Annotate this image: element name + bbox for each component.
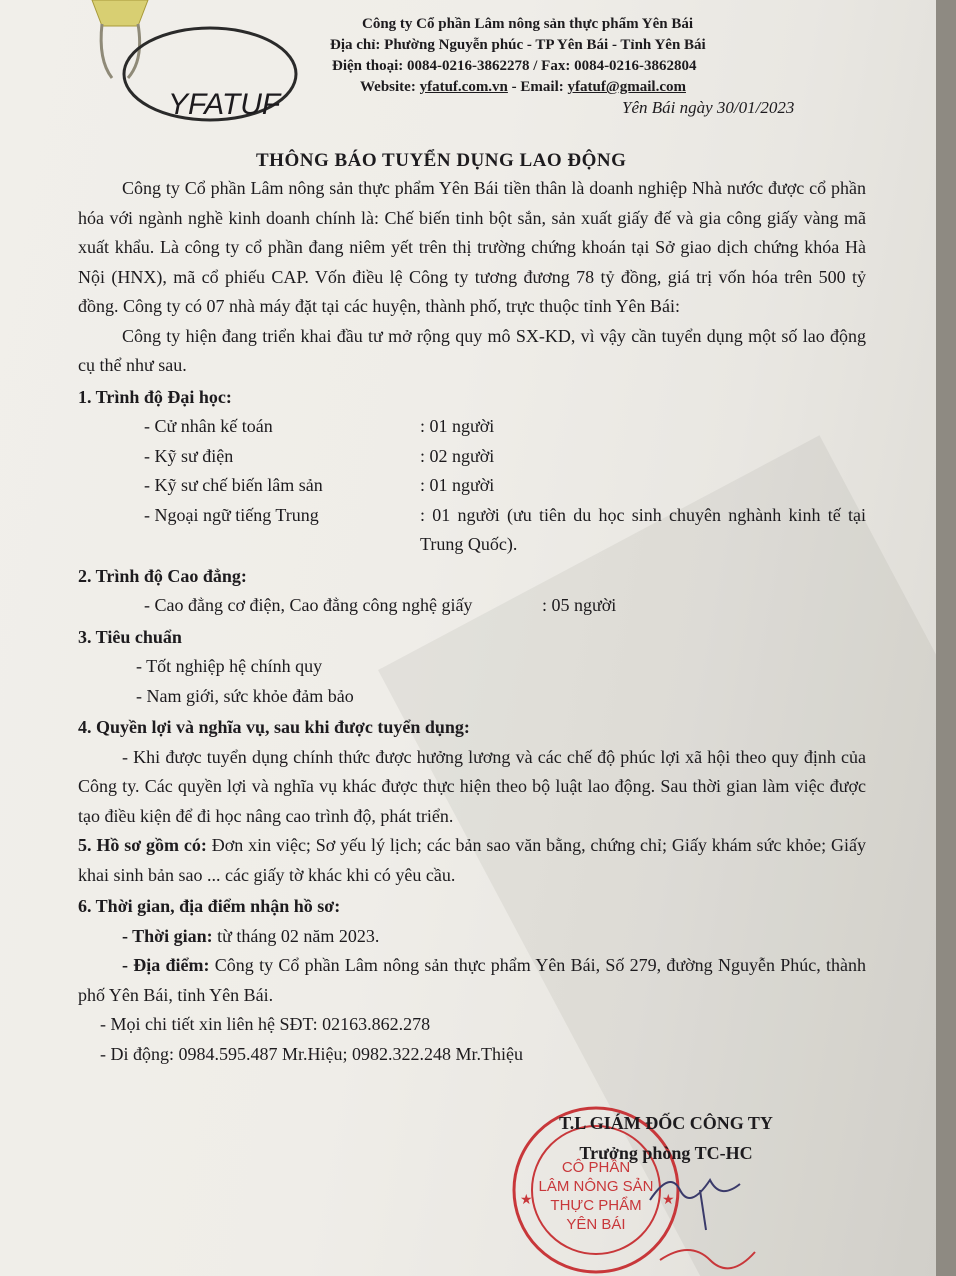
contact-mobile: - Di động: 0984.595.487 Mr.Hiệu; 0982.322.248 Mr.Thiệu [100,1043,523,1064]
svg-text:★: ★ [520,1193,533,1208]
place-value: Công ty Cổ phần Lâm nông sản thực phẩm Yên Bái, Số 279, đường Nguyễn Phúc, thành phố Yên Bái, tỉnh Yên Bái. [78,955,866,1005]
seal-line: YÊN BÁI [566,1216,626,1233]
company-web-email [330,77,890,98]
time-value: từ tháng 02 năm 2023. [212,925,380,946]
position-count: : 05 người [542,595,617,615]
seal-line: THỰC PHẨM [550,1197,642,1214]
section-4-heading: 4. Quyền lợi và nghĩa vụ, sau khi được tuyển dụng: [78,717,470,737]
section-6-heading: 6. Thời gian, địa điểm nhận hồ sơ: [78,896,341,916]
list-item [78,442,866,472]
position-count: : 01 người [420,475,495,495]
position-label: - Cử nhân kế toán [144,416,273,436]
position-label: - Kỹ sư chế biến lâm sản [144,475,323,495]
website-label: Website: [360,79,420,95]
list-item: - Tốt nghiệp hệ chính quy [136,656,323,676]
seal-line: LÂM NÔNG SẢN [538,1178,654,1195]
signature-title: T.L GIÁM ĐỐC CÔNG TY [559,1113,773,1133]
document-title: THÔNG BÁO TUYỂN DỤNG LAO ĐỘNG [256,150,627,171]
website-link[interactable]: yfatuf.com.vn [419,79,508,95]
email-label: - Email: [507,79,568,95]
place-label: - Địa điểm: [122,955,210,975]
contact-phone: - Mọi chi tiết xin liên hệ SĐT: 02163.862.278 [100,1014,431,1034]
intro-paragraph-2: Công ty hiện đang triển khai đầu tư mở rộng quy mô SX-KD, vì vậy cần tuyển dụng một số lao động cụ thể như sau. [78,325,866,375]
list-item: - Nam giới, sức khỏe đảm bảo [136,685,354,706]
section-3-heading: 3. Tiêu chuẩn [78,626,182,647]
position-label: - Ngoại ngữ tiếng Trung [144,504,319,525]
position-label: - Kỹ sư điện [144,445,234,466]
seal-line: CÔ PHẦN [561,1159,631,1176]
letterhead [330,14,890,98]
list-item [78,591,866,621]
section-5 [78,831,866,890]
section-6-place [78,951,866,1010]
time-label: - Thời gian: [122,925,213,946]
intro-paragraph: Công ty Cổ phần Lâm nông sản thực phẩm Yên Bái tiền thân là doanh nghiệp Nhà nước được cổ phần hóa với ngành nghề kinh doanh chính là: Chế biến tinh bột sắn, sản xuất giấy đế và gia công giấy vàng mã xuất khẩu. Là công ty cổ phần đang niêm yết trên thị trường chứng khoán tại Sở giao dịch chứng khóa Hà Nội (HNX), mã cổ phiếu CAP. Vốn điều lệ Công ty tương đương 78 tỷ đồng, giá trị vốn hóa trên 500 tỷ đồng. Công ty có 07 nhà máy đặt tại các huyện, thành phố, trực thuộc tỉnh Yên Bái: [78,178,866,316]
signature-block [536,1108,796,1168]
section-6-time [78,922,866,952]
logo-text: YFATUF [168,88,281,121]
document-body [78,174,866,1069]
document-date: Yên Bái ngày 30/01/2023 [622,98,795,117]
signature-position: Trưởng phòng TC-HC [579,1143,753,1163]
company-address: Địa chỉ: Phường Nguyễn phúc - TP Yên Bái - Tỉnh Yên Bái [330,37,706,53]
list-item [78,471,866,501]
list-item [78,501,866,560]
position-count: : 02 người [420,445,495,466]
company-logo-icon [120,14,302,124]
svg-text:★: ★ [662,1193,675,1208]
company-phone-fax: Điện thoại: 0084-0216-3862278 / Fax: 0084-0216-3862804 [332,58,697,74]
handwritten-signature-icon [640,1160,760,1270]
section-5-text: Đơn xin việc; Sơ yếu lý lịch; các bản sao văn bằng, chứng chỉ; Giấy khám sức khỏe; Giấy khai sinh bản sao ... các giấy tờ khác khi có yêu cầu. [78,835,866,885]
email-link[interactable]: yfatuf@gmail.com [567,79,686,95]
position-label: - Cao đẳng cơ điện, Cao đẳng công nghệ giấy [144,595,473,615]
position-count: : 01 người [420,416,495,436]
list-item [78,412,866,442]
section-1-heading: 1. Trình độ Đại học: [78,386,232,407]
company-name: Công ty Cổ phần Lâm nông sản thực phẩm Yên Bái [362,16,694,32]
section-2-heading: 2. Trình độ Cao đẳng: [78,565,247,586]
position-count: : 01 người (ưu tiên du học sinh chuyên nghành kinh tế tại Trung Quốc). [420,504,866,554]
section-4-text: - Khi được tuyển dụng chính thức được hưởng lương và các chế độ phúc lợi xã hội theo quy định của Công ty. Các quyền lợi và nghĩa vụ khác được thực hiện theo bộ luật lao động. Sau thời gian làm việc được tạo điều kiện để đi học nâng cao trình độ, phát triển. [78,746,866,826]
section-5-heading: 5. Hồ sơ gồm có: [78,835,207,855]
